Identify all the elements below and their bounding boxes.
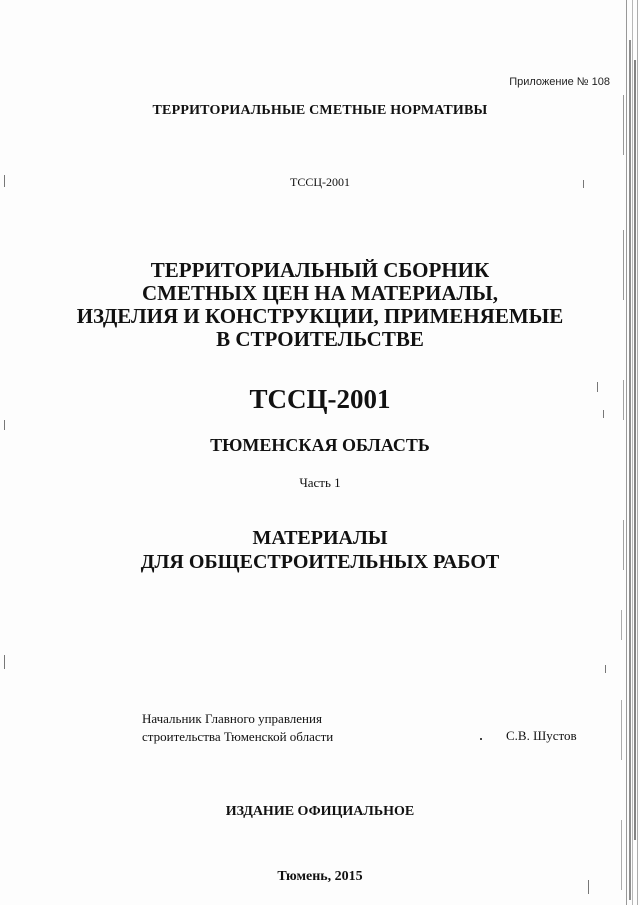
materials-line: МАТЕРИАЛЫ [252, 527, 388, 549]
materials-line: ДЛЯ ОБЩЕСТРОИТЕЛЬНЫХ РАБОТ [140, 551, 500, 573]
code-small: ТССЦ-2001 [290, 175, 350, 189]
title-line: В СТРОИТЕЛЬСТВЕ [216, 327, 424, 351]
scan-edge-artifacts [610, 0, 640, 905]
part-label: Часть 1 [299, 475, 341, 490]
scan-mark [583, 180, 584, 188]
scan-mark [605, 665, 606, 673]
title-line: СМЕТНЫХ ЦЕН НА МАТЕРИАЛЫ, [141, 281, 499, 305]
edition-label: ИЗДАНИЕ ОФИЦИАЛЬНОЕ [225, 804, 415, 819]
signer-position [142, 710, 333, 746]
scan-mark [603, 410, 604, 418]
appendix-number: Приложение № 108 [509, 76, 610, 88]
scan-dot [480, 738, 482, 740]
title-line: ИЗДЕЛИЯ И КОНСТРУКЦИИ, ПРИМЕНЯЕМЫЕ [76, 304, 564, 328]
place-year: Тюмень, 2015 [277, 869, 363, 884]
signer-position-line: Начальник Главного управления [142, 711, 322, 726]
region-name: ТЮМЕНСКАЯ ОБЛАСТЬ [210, 435, 430, 455]
scan-mark [4, 175, 5, 187]
signer-position-line: строительства Тюменской области [142, 729, 334, 744]
scan-mark [588, 880, 589, 894]
header-title: ТЕРРИТОРИАЛЬНЫЕ СМЕТНЫЕ НОРМАТИВЫ [152, 103, 488, 118]
scan-mark [4, 655, 5, 669]
title-line: ТЕРРИТОРИАЛЬНЫЙ СБОРНИК [150, 258, 490, 282]
materials-title [0, 526, 640, 574]
code-big: ТССЦ-2001 [249, 384, 391, 414]
signer-name: С.В. Шустов [506, 728, 577, 743]
scan-mark [597, 382, 598, 392]
collection-title [0, 259, 640, 351]
scan-mark [4, 420, 5, 430]
